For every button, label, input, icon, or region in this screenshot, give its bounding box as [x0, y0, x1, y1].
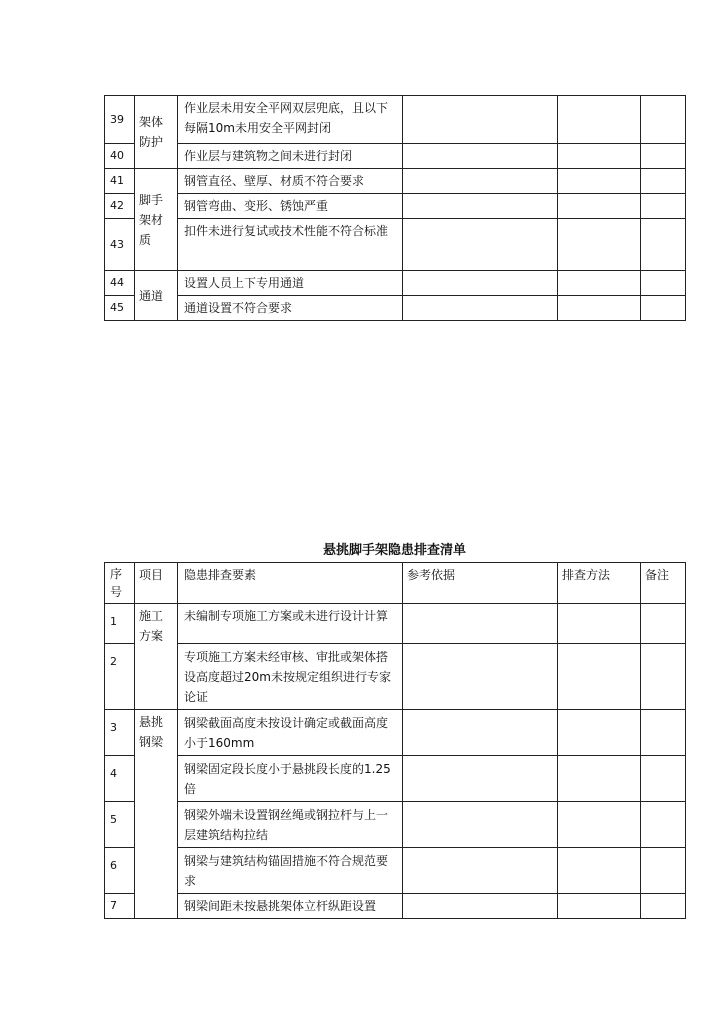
- basis-cell: [403, 169, 558, 194]
- hazard-item: 钢梁外端未设置钢丝绳或钢拉杆与上一层建筑结构拉结: [178, 802, 403, 848]
- header-category: 项目: [135, 563, 178, 604]
- basis-cell: [403, 296, 558, 321]
- basis-cell: [403, 644, 558, 710]
- method-cell: [558, 144, 641, 169]
- method-cell: [558, 271, 641, 296]
- table-row: [105, 96, 686, 144]
- hazard-item: 钢梁间距未按悬挑架体立杆纵距设置: [178, 894, 403, 919]
- table-row: [105, 144, 686, 169]
- category-cell: 悬挑钢梁: [135, 710, 178, 919]
- method-cell: [558, 194, 641, 219]
- remark-cell: [641, 848, 686, 894]
- table-row: [105, 194, 686, 219]
- method-cell: [558, 96, 641, 144]
- method-cell: [558, 894, 641, 919]
- category-cell: 通道: [135, 271, 178, 321]
- table-header-row: [105, 563, 686, 604]
- row-number: 3: [105, 710, 135, 756]
- hazard-item: 作业层未用安全平网双层兜底，且以下每隔10m未用安全平网封闭: [178, 96, 403, 144]
- basis-cell: [403, 271, 558, 296]
- header-item: 隐患排查要素: [178, 563, 403, 604]
- remark-cell: [641, 604, 686, 644]
- hazard-item: 钢梁与建筑结构锚固措施不符合规范要求: [178, 848, 403, 894]
- basis-cell: [403, 219, 558, 271]
- hazard-item: 钢梁固定段长度小于悬挑段长度的1.25倍: [178, 756, 403, 802]
- method-cell: [558, 604, 641, 644]
- table-row: [105, 644, 686, 710]
- table-row: [105, 756, 686, 802]
- category-cell: 架体防护: [135, 96, 178, 169]
- basis-cell: [403, 96, 558, 144]
- checklist-table: [104, 562, 686, 919]
- table-row: [105, 296, 686, 321]
- table-row: [105, 604, 686, 644]
- remark-cell: [641, 894, 686, 919]
- row-number: 2: [105, 644, 135, 710]
- checklist-title: 悬挑脚手架隐患排查清单: [322, 543, 466, 558]
- hazard-item: 通道设置不符合要求: [178, 296, 403, 321]
- method-cell: [558, 169, 641, 194]
- remark-cell: [641, 96, 686, 144]
- continued-checklist-table: [104, 95, 686, 321]
- remark-cell: [641, 802, 686, 848]
- row-number: 6: [105, 848, 135, 894]
- method-cell: [558, 644, 641, 710]
- header-no: 序号: [105, 563, 135, 604]
- header-method: 排查方法: [558, 563, 641, 604]
- basis-cell: [403, 144, 558, 169]
- remark-cell: [641, 296, 686, 321]
- basis-cell: [403, 802, 558, 848]
- method-cell: [558, 296, 641, 321]
- method-cell: [558, 219, 641, 271]
- remark-cell: [641, 271, 686, 296]
- table-row: [105, 894, 686, 919]
- remark-cell: [641, 644, 686, 710]
- hazard-item: 未编制专项施工方案或未进行设计计算: [178, 604, 403, 644]
- row-number: 43: [105, 219, 135, 271]
- hazard-item: 扣件未进行复试或技术性能不符合标准: [178, 219, 403, 271]
- hazard-item: 钢管弯曲、变形、锈蚀严重: [178, 194, 403, 219]
- method-cell: [558, 848, 641, 894]
- row-number: 1: [105, 604, 135, 644]
- remark-cell: [641, 169, 686, 194]
- table-row: [105, 271, 686, 296]
- basis-cell: [403, 194, 558, 219]
- basis-cell: [403, 756, 558, 802]
- header-basis: 参考依据: [403, 563, 558, 604]
- row-number: 42: [105, 194, 135, 219]
- row-number: 41: [105, 169, 135, 194]
- method-cell: [558, 756, 641, 802]
- hazard-item: 专项施工方案未经审核、审批或架体搭设高度超过20m未按规定组织进行专家论证: [178, 644, 403, 710]
- row-number: 44: [105, 271, 135, 296]
- method-cell: [558, 802, 641, 848]
- basis-cell: [403, 710, 558, 756]
- row-number: 7: [105, 894, 135, 919]
- table-row: [105, 848, 686, 894]
- remark-cell: [641, 194, 686, 219]
- remark-cell: [641, 219, 686, 271]
- row-number: 45: [105, 296, 135, 321]
- basis-cell: [403, 604, 558, 644]
- row-number: 4: [105, 756, 135, 802]
- basis-cell: [403, 894, 558, 919]
- basis-cell: [403, 848, 558, 894]
- row-number: 40: [105, 144, 135, 169]
- header-remark: 备注: [641, 563, 686, 604]
- hazard-item: 作业层与建筑物之间未进行封闭: [178, 144, 403, 169]
- method-cell: [558, 710, 641, 756]
- remark-cell: [641, 756, 686, 802]
- remark-cell: [641, 710, 686, 756]
- table-row: [105, 169, 686, 194]
- table-row: [105, 219, 686, 271]
- hazard-item: 钢梁截面高度未按设计确定或截面高度小于160mm: [178, 710, 403, 756]
- table-row: [105, 802, 686, 848]
- remark-cell: [641, 144, 686, 169]
- category-cell: 脚手架材质: [135, 169, 178, 271]
- row-number: 5: [105, 802, 135, 848]
- category-cell: 施工方案: [135, 604, 178, 710]
- row-number: 39: [105, 96, 135, 144]
- hazard-item: 设置人员上下专用通道: [178, 271, 403, 296]
- table-row: [105, 710, 686, 756]
- hazard-item: 钢管直径、壁厚、材质不符合要求: [178, 169, 403, 194]
